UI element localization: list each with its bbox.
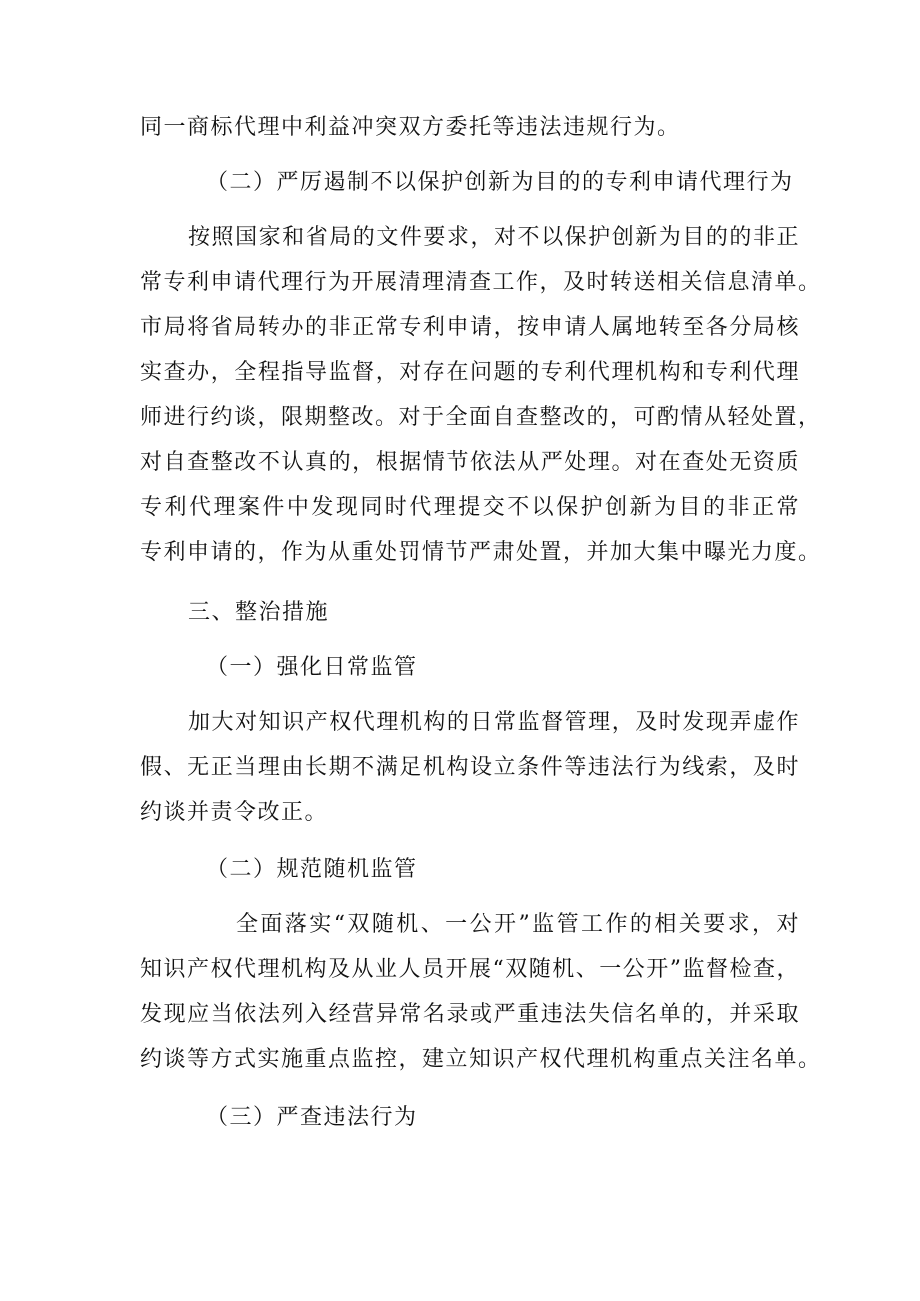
- paragraph-line: 同一商标代理中利益冲突双方委托等违法违规行为。: [140, 115, 681, 140]
- paragraph-line: 按照国家和省局的文件要求，对不以保护创新为目的的非正: [188, 225, 800, 250]
- subsection-heading: （二）规范随机监管: [206, 857, 418, 882]
- paragraph-line: 加大对知识产权代理机构的日常监督管理，及时发现弄虚作: [188, 710, 800, 735]
- paragraph-line: 专利申请的，作为从重处罚情节严肃处置，并加大集中曝光力度。: [140, 540, 822, 565]
- paragraph-line: 约谈并责令改正。: [140, 800, 329, 825]
- paragraph-line: 知识产权代理机构及从业人员开展“双随机、一公开”监督检查，: [140, 957, 800, 982]
- paragraph-line: 师进行约谈，限期整改。对于全面自查整改的，可酌情从轻处置，: [140, 405, 822, 430]
- section-heading: （二）严厉遏制不以保护创新为目的的专利申请代理行为: [206, 170, 794, 195]
- paragraph-line: 实查办，全程指导监督，对存在问题的专利代理机构和专利代理: [140, 360, 800, 385]
- subsection-heading: （三）严查违法行为: [206, 1105, 418, 1130]
- paragraph-line: 全面落实“双随机、一公开”监管工作的相关要求，对: [236, 912, 800, 937]
- paragraph-line: 假、无正当理由长期不满足机构设立条件等违法行为线索，及时: [140, 755, 800, 780]
- paragraph-line: 常专利申请代理行为开展清理清查工作，及时转送相关信息清单。: [140, 270, 822, 295]
- paragraph-line: 市局将省局转办的非正常专利申请，按申请人属地转至各分局核: [140, 315, 800, 340]
- paragraph-line: 约谈等方式实施重点监控，建立知识产权代理机构重点关注名单。: [140, 1047, 822, 1072]
- subsection-heading: （一）强化日常监管: [206, 655, 418, 680]
- paragraph-line: 发现应当依法列入经营异常名录或严重违法失信名单的，并采取: [140, 1002, 800, 1027]
- paragraph-line: 对自查整改不认真的，根据情节依法从严处理。对在查处无资质: [140, 450, 800, 475]
- paragraph-line: 专利代理案件中发现同时代理提交不以保护创新为目的非正常: [140, 495, 800, 520]
- section-heading: 三、整治措施: [188, 600, 330, 625]
